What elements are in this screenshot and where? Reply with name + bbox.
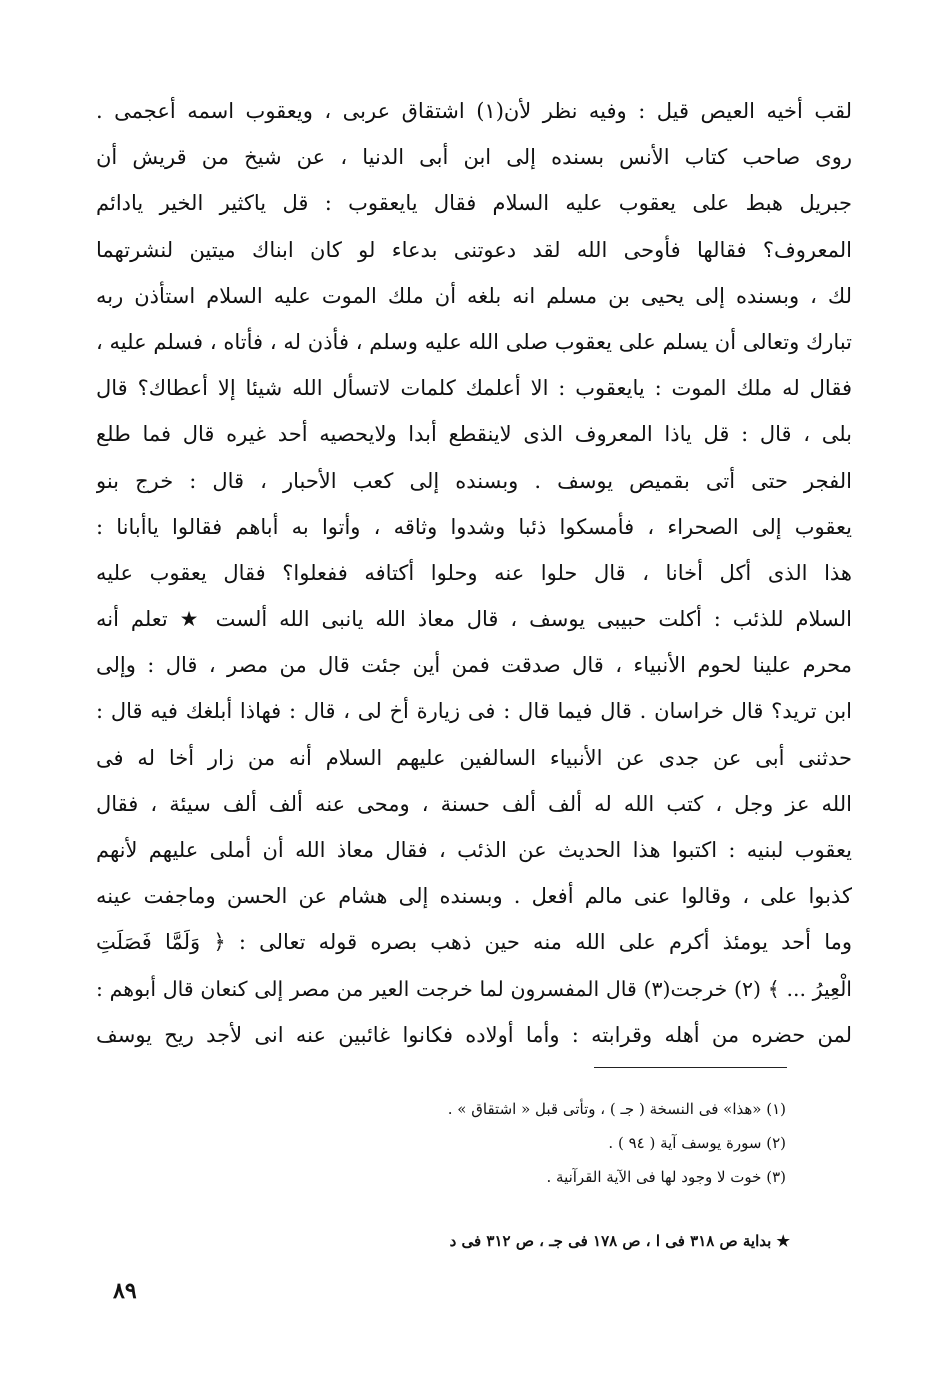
text-line: ابن تريد؟ قال خراسان . قال فيما قال : فى زيارة أخ لى ، قال : فهاذا أبلغك فيه قال : <box>96 699 852 724</box>
text-line: حدثنى أبى عن جدى عن الأنبياء السالفين عليهم السلام أنه من زار أخا له فى <box>96 745 852 770</box>
footnotes <box>250 1092 786 1194</box>
text-line: يعقوب لبنيه : اكتبوا هذا الحديث عن الذئب ، فقال معاذ الله أن أملى عليهم لأنهم <box>96 838 852 862</box>
text-line: تبارك وتعالى أن يسلم على يعقوب صلى الله عليه وسلم ، فأذن له ، فأتاه ، فسلم عليه ، <box>96 329 852 354</box>
footnote-2: (٢) سورة يوسف آية ( ٩٤ ) . <box>608 1134 786 1152</box>
footnote-divider <box>594 1067 787 1068</box>
page-number: ٨٩ <box>113 1278 137 1304</box>
text-line: الْعِيرُ ... ﴾ (٢) خرجت(٣) قال المفسرون لما خرجت العير من مصر إلى كنعان قال أبوهم : <box>96 976 852 1001</box>
text-line: جبريل هبط على يعقوب عليه السلام فقال يايعقوب : قل ياكثير الخير يادائم <box>96 191 852 216</box>
text-line: كذبوا على ، وقالوا عنى مالم أفعل . وبسنده إلى هشام عن الحسن وماجفت عينه <box>96 884 852 909</box>
star-note: ★ بداية ص ٣١٨ فى ا ، ص ١٧٨ فى جـ ، ص ٣١٢ فى د <box>449 1232 790 1250</box>
text-line: الله عز وجل ، كتب الله له ألف ألف حسنة ، ومحى عنه ألف ألف سيئة ، فقال <box>96 791 852 816</box>
text-line: لمن حضره من أهله وقرابته : وأما أولاده فكانوا غائبين عنه انى لأجد ريح يوسف <box>96 1022 852 1047</box>
text-line: وما أحد يومئذ أكرم على الله منه حين ذهب بصره قوله تعالى : ﴿ وَلَمَّا فَصَلَتِ <box>96 930 852 955</box>
footnote-3: (٣) خوت لا وجود لها فى الآية القرآنية . <box>546 1168 786 1186</box>
text-line: محرم علينا لحوم الأنبياء ، قال صدقت فمن أين جئت قال من مصر ، قال : وإلى <box>96 653 852 678</box>
main-text <box>96 88 852 1058</box>
text-line: يعقوب إلى الصحراء ، فأمسكوا ذئبا وشدوا وثاقه ، وأتوا به أباهم فقالوا ياأبانا : <box>96 514 852 539</box>
text-line: فقال له ملك الموت : يايعقوب : الا أعلمك كلمات لاتسأل الله شيئا إلا أعطاك؟ قال <box>96 376 852 401</box>
footnote-1: (١) «هذا» فى النسخة ( جـ ) ، وتأتى قبل « اشتقاق » . <box>447 1100 786 1118</box>
text-line: الفجر حتى أتى بقميص يوسف . وبسنده إلى كعب الأحبار ، قال : خرج بنو <box>96 468 852 493</box>
text-line: لقب أخيه العيص قيل : وفيه نظر لأن(١) اشتقاق عربى ، ويعقوب اسمه أعجمى . <box>96 99 852 123</box>
text-line: روى صاحب كتاب الأنس بسنده إلى ابن أبى الدنيا ، عن شيخ من قريش أن <box>96 145 852 170</box>
text-line: السلام للذئب : أكلت حبيبى يوسف ، قال معاذ الله يانبى الله ألست ★ تعلم أنه <box>96 607 852 632</box>
text-line: بلى ، قال : قل ياذا المعروف الذى لاينقطع أبدا ولايحصيه أحد غيره قال فما طلع <box>96 422 852 447</box>
text-line: هذا الذى أكل أخانا ، قال حلوا عنه وحلوا أكتافه ففعلوا؟ فقال يعقوب عليه <box>96 560 852 585</box>
text-line: المعروف؟ فقالها فأوحى الله لقد دعوتنى بدعاء لو كان ابناك ميتين لنشرتهما <box>96 237 852 262</box>
text-line: لك ، وبسنده إلى يحيى بن مسلم انه بلغه أن ملك الموت عليه السلام استأذن ربه <box>96 283 852 308</box>
